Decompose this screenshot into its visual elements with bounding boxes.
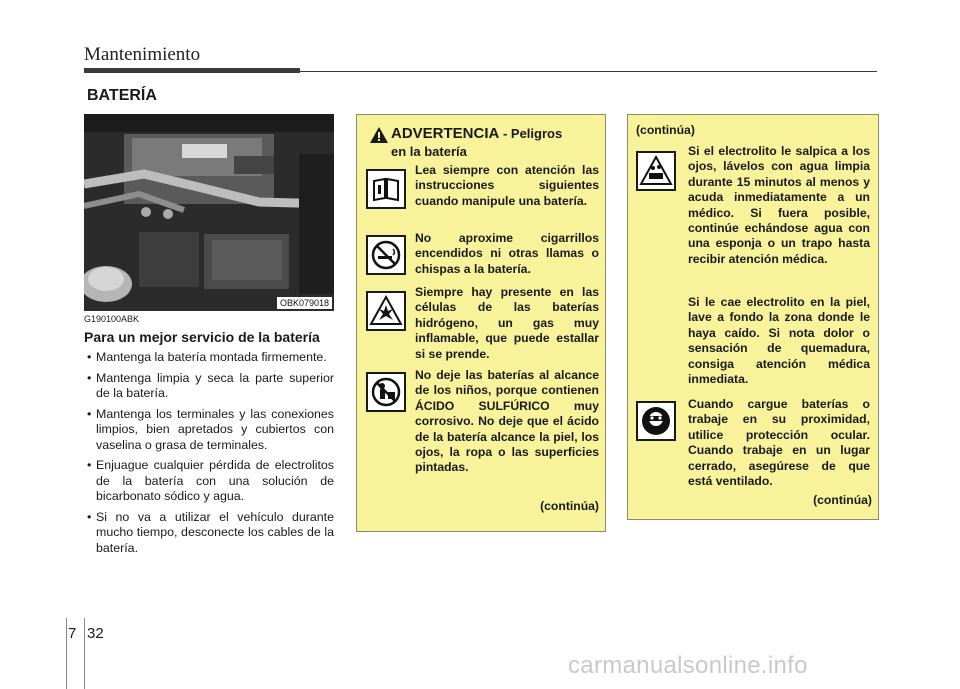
list-item: • Enjuague cualquier pérdida de electrolitos de la batería con una solución de bicarbonato sódico y agua. xyxy=(84,458,334,505)
watermark: carmanualsonline.info xyxy=(568,652,808,679)
corrosive-splash-icon xyxy=(636,151,676,191)
warning-text: Si le cae electrolito en la piel, lave a fondo la zona donde le haya caído. Si nota dolor o sensación de quemadura, consiga atención médica inmediata. xyxy=(688,295,870,387)
warning-text: Lea siempre con atención las instrucciones siguientes cuando manipule una batería. xyxy=(415,163,599,208)
tips-subtitle: Para un mejor servicio de la batería xyxy=(84,329,320,345)
battery-photo xyxy=(84,114,334,311)
footer-rule xyxy=(84,618,85,689)
no-smoking-icon xyxy=(366,235,406,275)
eye-protection-icon xyxy=(636,401,676,441)
footer-rule-left xyxy=(66,618,67,689)
warning-text: Si el electrolito le salpica a los ojos, lávelos con agua limpia durante 15 minutos al menos y acuda inmediatamente a un médico. Si fuera posible, continúe echándose agua con una esponja o un trapo hasta recibir atención médica. xyxy=(688,144,870,266)
warning-subtopic: en la batería xyxy=(391,144,467,159)
warning-text: Cuando cargue baterías o trabaje en su proximidad, utilice protección ocular. Cuando trabaje en un lugar cerrado, asegúrese de que está ventilado. xyxy=(688,397,870,489)
header-rule-thin xyxy=(300,71,877,72)
list-item: • Mantenga limpia y seca la parte superior de la batería. xyxy=(84,371,334,402)
explosion-hazard-icon xyxy=(366,291,406,331)
keep-from-children-icon xyxy=(366,372,406,412)
warning-topic: - Peligros xyxy=(499,126,563,141)
section-code: G190100ABK xyxy=(84,314,140,324)
maintenance-tips-column xyxy=(84,314,334,561)
read-manual-icon xyxy=(366,169,406,209)
warning-triangle-icon xyxy=(369,126,389,149)
engine-bay-illustration xyxy=(84,114,334,311)
tips-list xyxy=(84,350,334,556)
list-item: • Si no va a utilizar el vehículo durante mucho tiempo, desconecte los cables de la batería. xyxy=(84,510,334,557)
running-header-title: Mantenimiento xyxy=(84,44,201,65)
chapter-number: 7 xyxy=(68,625,77,642)
header-rule-thick xyxy=(84,68,300,73)
warning-box-continued xyxy=(627,114,879,520)
warning-heading xyxy=(391,125,562,159)
page-in-chapter: 32 xyxy=(87,625,104,642)
continued-label: (continúa) xyxy=(636,123,695,137)
page-number xyxy=(68,625,104,642)
warning-text: Siempre hay presente en las células de las baterías hidrógeno, un gas muy inflamable, que puede estallar si se prende. xyxy=(415,285,599,361)
continued-label: (continúa) xyxy=(540,499,599,513)
continued-label: (continúa) xyxy=(813,493,872,507)
section-title: BATERÍA xyxy=(87,87,157,104)
warning-box-battery-hazards xyxy=(356,114,606,532)
warning-text: No deje las baterías al alcance de los niños, porque contienen ÁCIDO SULFÚRICO muy corrosivo. No deje que el ácido de la batería alcance la piel, los ojos, la ropa o las superficies pintadas. xyxy=(415,368,599,475)
photo-reference-code: OBK079018 xyxy=(277,297,332,309)
warning-text: No aproxime cigarrillos encendidos ni otras llamas o chispas a la batería. xyxy=(415,231,599,276)
warning-label: ADVERTENCIA xyxy=(391,125,500,142)
list-item: • Mantenga la batería montada firmemente. xyxy=(84,350,334,366)
list-item: • Mantenga los terminales y las conexiones limpios, bien apretados y cubiertos con vaselina o grasa de terminales. xyxy=(84,407,334,454)
